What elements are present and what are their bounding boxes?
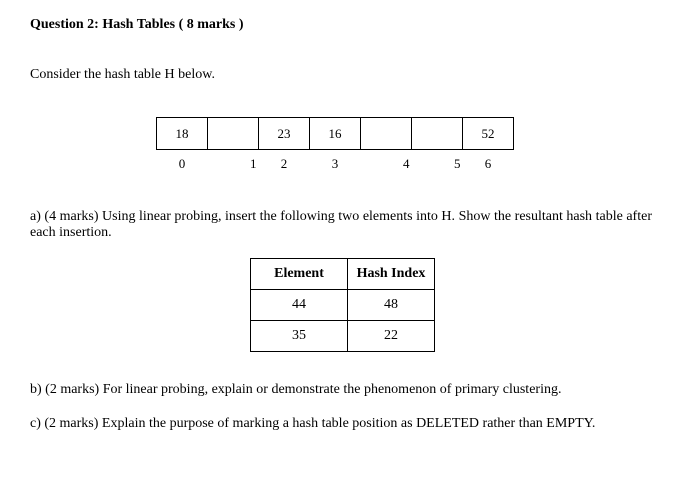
part-c-text: c) (2 marks) Explain the purpose of marking a hash table position as DELETED rather than EMPTY.: [30, 416, 596, 431]
hash-index-4: 4: [403, 156, 410, 171]
hash-index-0: 0: [178, 156, 186, 171]
table-row: [251, 321, 435, 352]
table-row: [251, 290, 435, 321]
hash-slot-5: [412, 118, 463, 150]
part-a-text: a) (4 marks) Using linear probing, insert the following two elements into H. Show the resultant hash table after each insertion.: [30, 209, 652, 240]
part-b-text: b) (2 marks) For linear probing, explain or demonstrate the phenomenon of primary clustering.: [30, 382, 562, 397]
question-title: Question 2: Hash Tables ( 8 marks ): [30, 17, 244, 32]
hash-slot-3: 16: [310, 118, 361, 150]
hash-slot-1: [208, 118, 259, 150]
element-table-header-row: [251, 259, 435, 290]
hash-table-slots-row: [157, 118, 514, 150]
hash-table: [156, 117, 514, 172]
hash-index-3: 3: [331, 156, 339, 171]
element-cell: 44: [251, 290, 348, 321]
hash-slot-2: 23: [259, 118, 310, 150]
element-cell: 35: [251, 321, 348, 352]
hash-table-index-row: [157, 150, 514, 173]
hash-slot-0: 18: [157, 118, 208, 150]
hash-index-6: 6: [484, 156, 492, 171]
header-hash-index: Hash Index: [348, 259, 435, 290]
hash-index-1: 1: [250, 156, 257, 171]
header-element: Element: [251, 259, 348, 290]
hash-index-cell: 22: [348, 321, 435, 352]
hash-slot-4: [361, 118, 412, 150]
hash-index-cell: 48: [348, 290, 435, 321]
hash-index-2: 2: [280, 156, 288, 171]
element-hash-table: [250, 258, 435, 352]
hash-slot-6: 52: [463, 118, 514, 150]
hash-index-5: 5: [454, 156, 461, 171]
intro-text: Consider the hash table H below.: [30, 67, 215, 82]
